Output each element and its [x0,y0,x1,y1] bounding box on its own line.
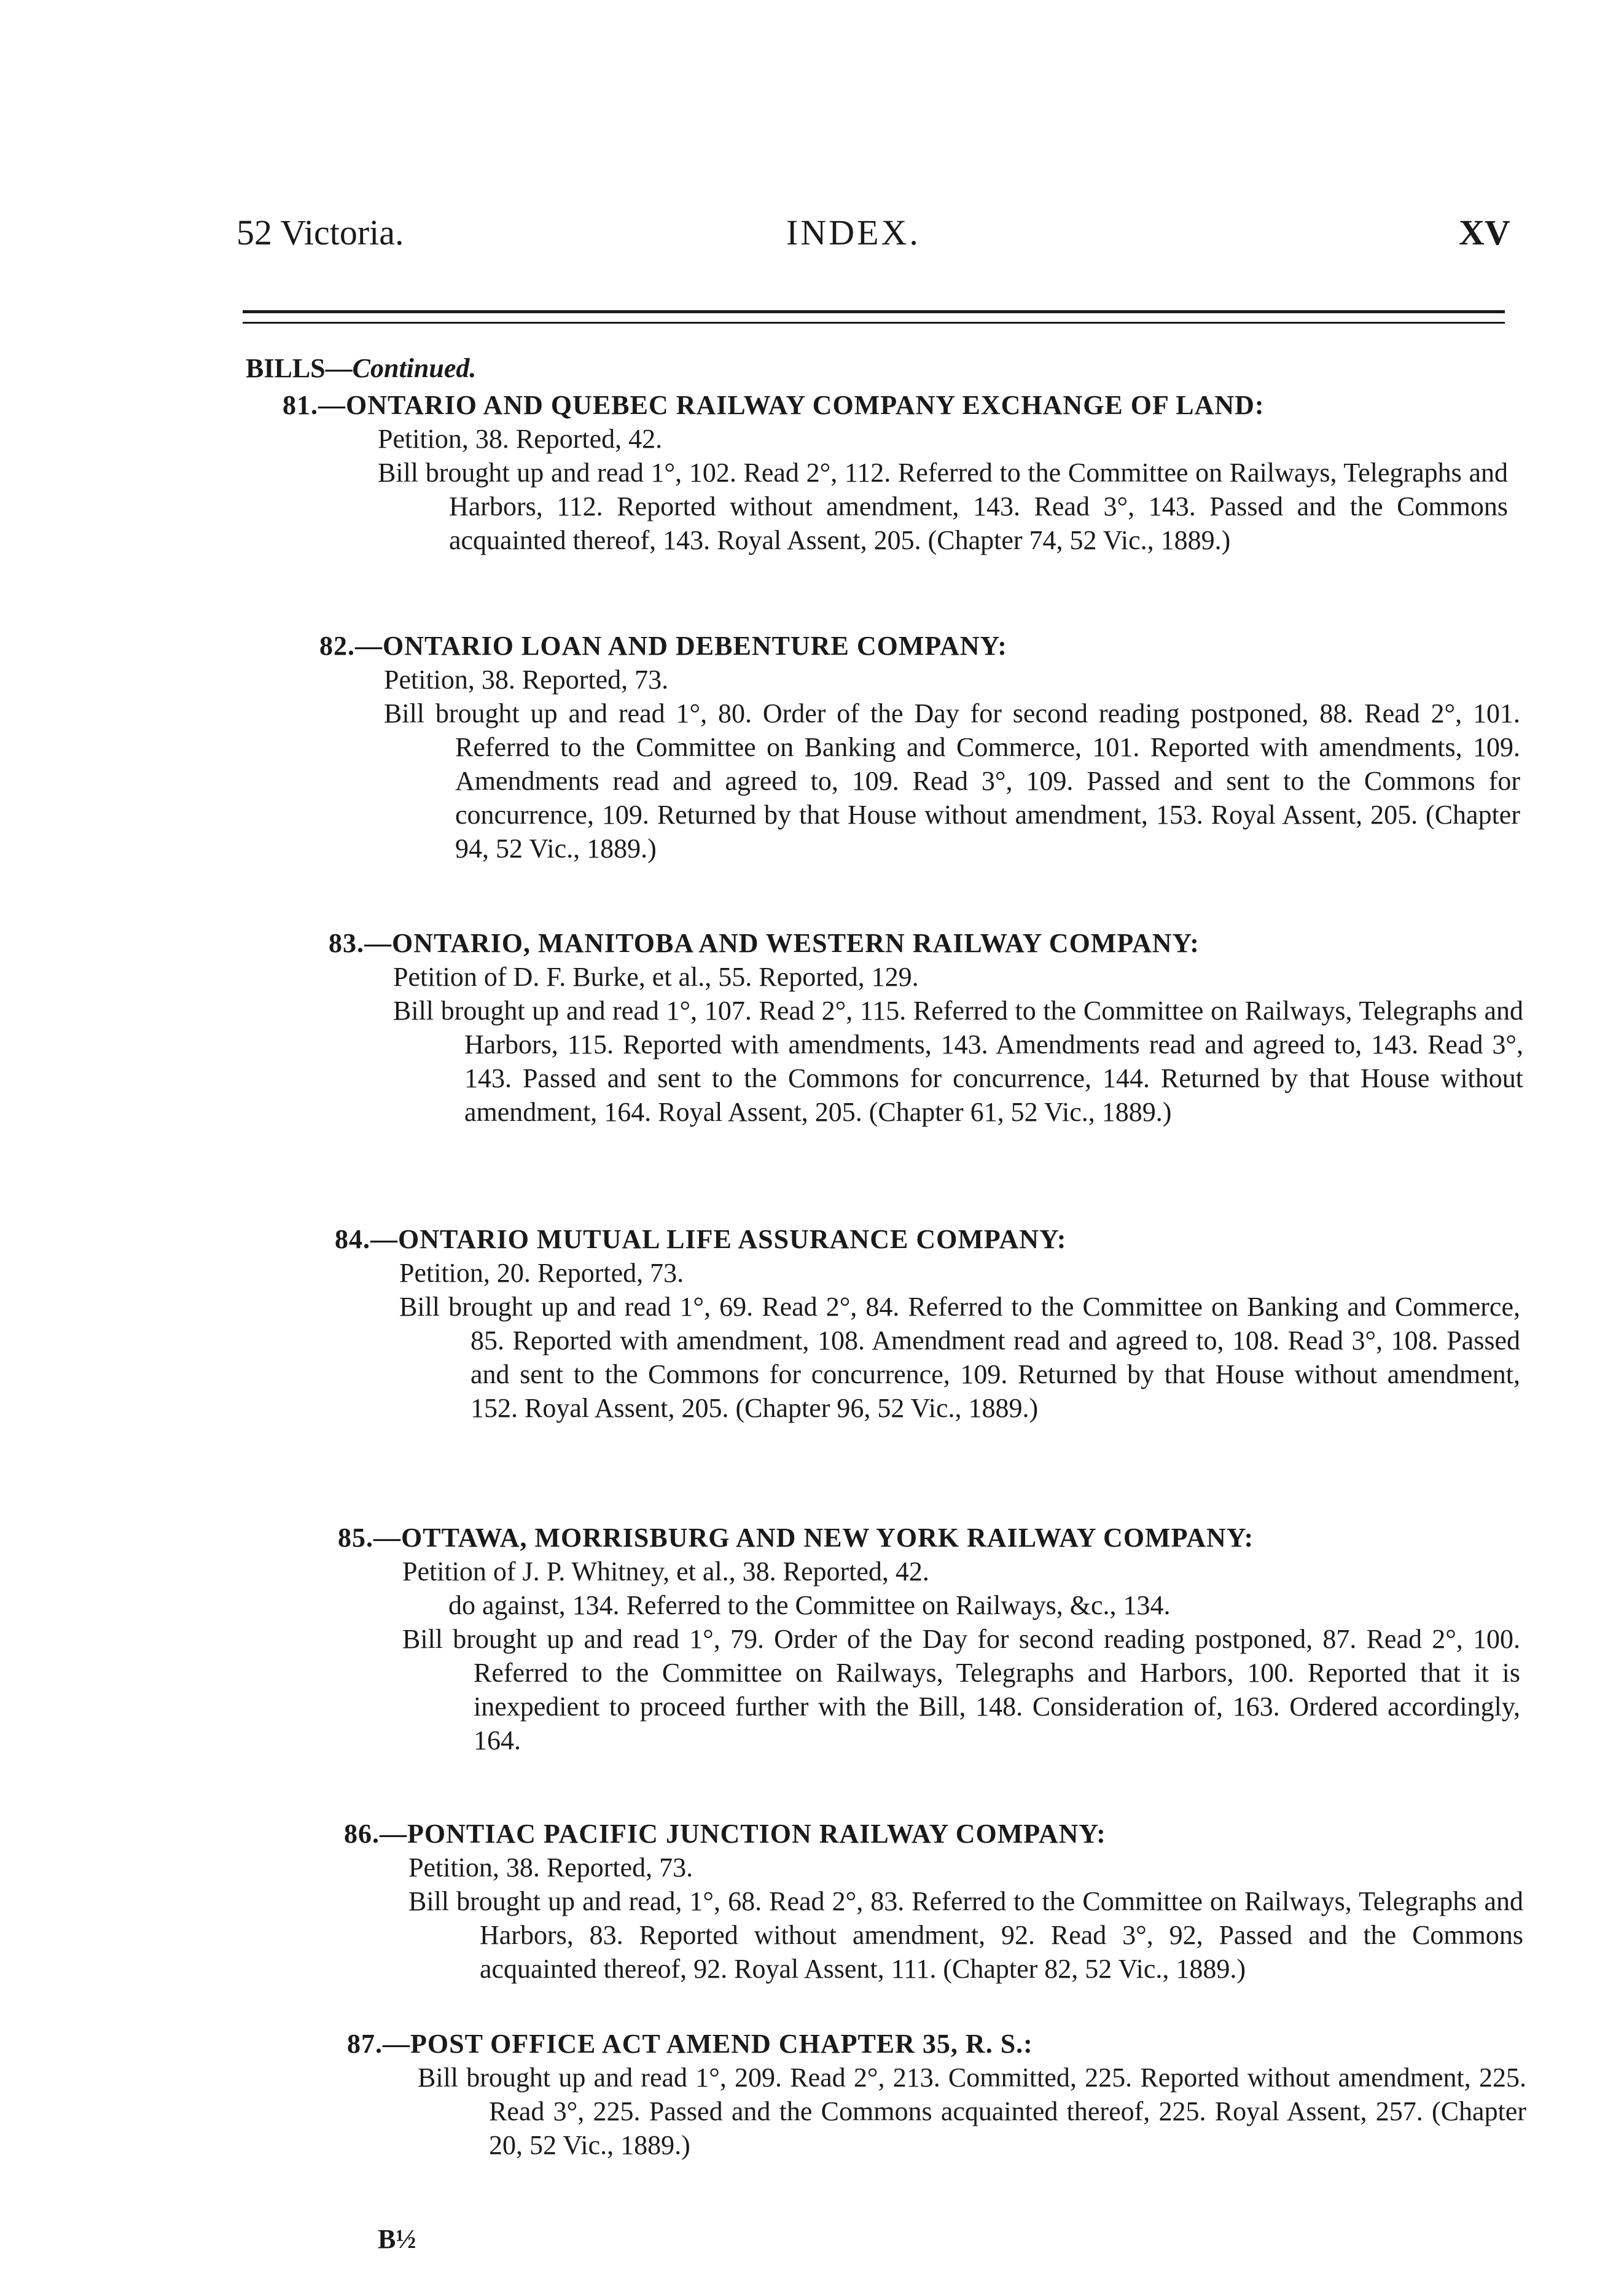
entry-petition: Petition, 38. Reported, 73. [408,1852,693,1883]
entry-bill: Bill brought up and read 1°, 209. Read 2°, 213. Committed, 225. Reported without amendment, 225. Read 3°, 225. Passed and the Commons acquainted thereof, 225. Royal Assent, 257. (Chapter 20, 52 Vic., 1889.) [418,2062,1526,2160]
header-rule-bottom [243,322,1505,324]
header-rule-top [243,310,1505,313]
entry-petition-against: do against, 134. Referred to the Committee on Railways, &c., 134. [448,1590,1171,1620]
entry-81 [283,388,1508,557]
entry-title: 81.—ONTARIO AND QUEBEC RAILWAY COMPANY EXCHANGE OF LAND: [283,390,1265,420]
entry-title: 84.—ONTARIO MUTUAL LIFE ASSURANCE COMPANY: [335,1224,1067,1254]
section-continued: BILLS—Continued. [246,353,477,383]
entry-bill: Bill brought up and read 1°, 69. Read 2°, 84. Referred to the Committee on Banking and Commerce, 85. Reported with amendment, 108. Amendment read and agreed to, 108. Read 3°, 108. Passed and sent to the Commons for concurrence, 109. Returned by that House without amendment, 152. Royal Assent, 205. (Chapter 96, 52 Vic., 1889.) [399,1292,1520,1423]
entry-bill: Bill brought up and read 1°, 102. Read 2°, 112. Referred to the Committee on Railways, Telegraphs and Harbors, 112. Reported without amendment, 143. Read 3°, 143. Passed and the Commons acquainted thereof, 143. Royal Assent, 205. (Chapter 74, 52 Vic., 1889.) [378,458,1508,555]
entry-petition: Petition, 38. Reported, 42. [378,424,663,454]
entry-87 [347,2027,1526,2162]
signature-mark: B½ [378,2224,416,2254]
entry-bill: Bill brought up and read 1°, 79. Order of the Day for second reading postponed, 87. Read 2°, 100. Referred to the Committee on Railways, Telegraphs and Harbors, 100. Reported that it is inexpedient to proceed further with the Bill, 148. Consideration of, 163. Ordered accordingly, 164. [402,1624,1520,1755]
entry-title: 87.—POST OFFICE ACT AMEND CHAPTER 35, R. S.: [347,2029,1033,2059]
entry-title: 85.—OTTAWA, MORRISBURG AND NEW YORK RAILWAY COMPANY: [338,1523,1254,1553]
entry-86 [344,1817,1523,1986]
entry-petition: Petition of D. F. Burke, et al., 55. Reported, 129. [393,962,919,992]
section-suffix: Continued. [352,353,477,383]
header-left: 52 Victoria. [236,213,404,252]
entry-petition: Petition of J. P. Whitney, et al., 38. Reported, 42. [402,1556,929,1586]
header-page-number: XV [1459,213,1510,252]
section-label: BILLS [246,353,326,383]
entry-bill: Bill brought up and read, 1°, 68. Read 2°, 83. Referred to the Committee on Railways, Telegraphs and Harbors, 83. Reported without amendment, 92. Read 3°, 92, Passed and the Commons acquainted thereof, 92. Royal Assent, 111. (Chapter 82, 52 Vic., 1889.) [408,1886,1523,1984]
entry-bill: Bill brought up and read 1°, 107. Read 2°, 115. Referred to the Committee on Railways, Telegraphs and Harbors, 115. Reported with amendments, 143. Amendments read and agreed to, 143. Read 3°, 143. Passed and sent to the Commons for concurrence, 144. Returned by that House without amendment, 164. Royal Assent, 205. (Chapter 61, 52 Vic., 1889.) [393,996,1523,1127]
entry-82 [319,629,1520,865]
entry-85 [338,1521,1520,1757]
entry-84 [335,1222,1520,1425]
entry-title: 86.—PONTIAC PACIFIC JUNCTION RAILWAY COMPANY: [344,1819,1106,1849]
entry-petition: Petition, 38. Reported, 73. [384,665,669,695]
entry-bill: Bill brought up and read 1°, 80. Order of the Day for second reading postponed, 88. Read 2°, 101. Referred to the Committee on Banking and Commerce, 101. Reported with amendments, 109. Amendments read and agreed to, 109. Read 3°, 109. Passed and sent to the Commons for concurrence, 109. Returned by that House without amendment, 153. Royal Assent, 205. (Chapter 94, 52 Vic., 1889.) [384,698,1520,864]
header-center: INDEX. [786,213,921,252]
entry-83 [329,926,1523,1129]
entry-title: 82.—ONTARIO LOAN AND DEBENTURE COMPANY: [319,631,1007,661]
entry-petition: Petition, 20. Reported, 73. [399,1258,684,1288]
entry-title: 83.—ONTARIO, MANITOBA AND WESTERN RAILWAY COMPANY: [329,928,1200,958]
